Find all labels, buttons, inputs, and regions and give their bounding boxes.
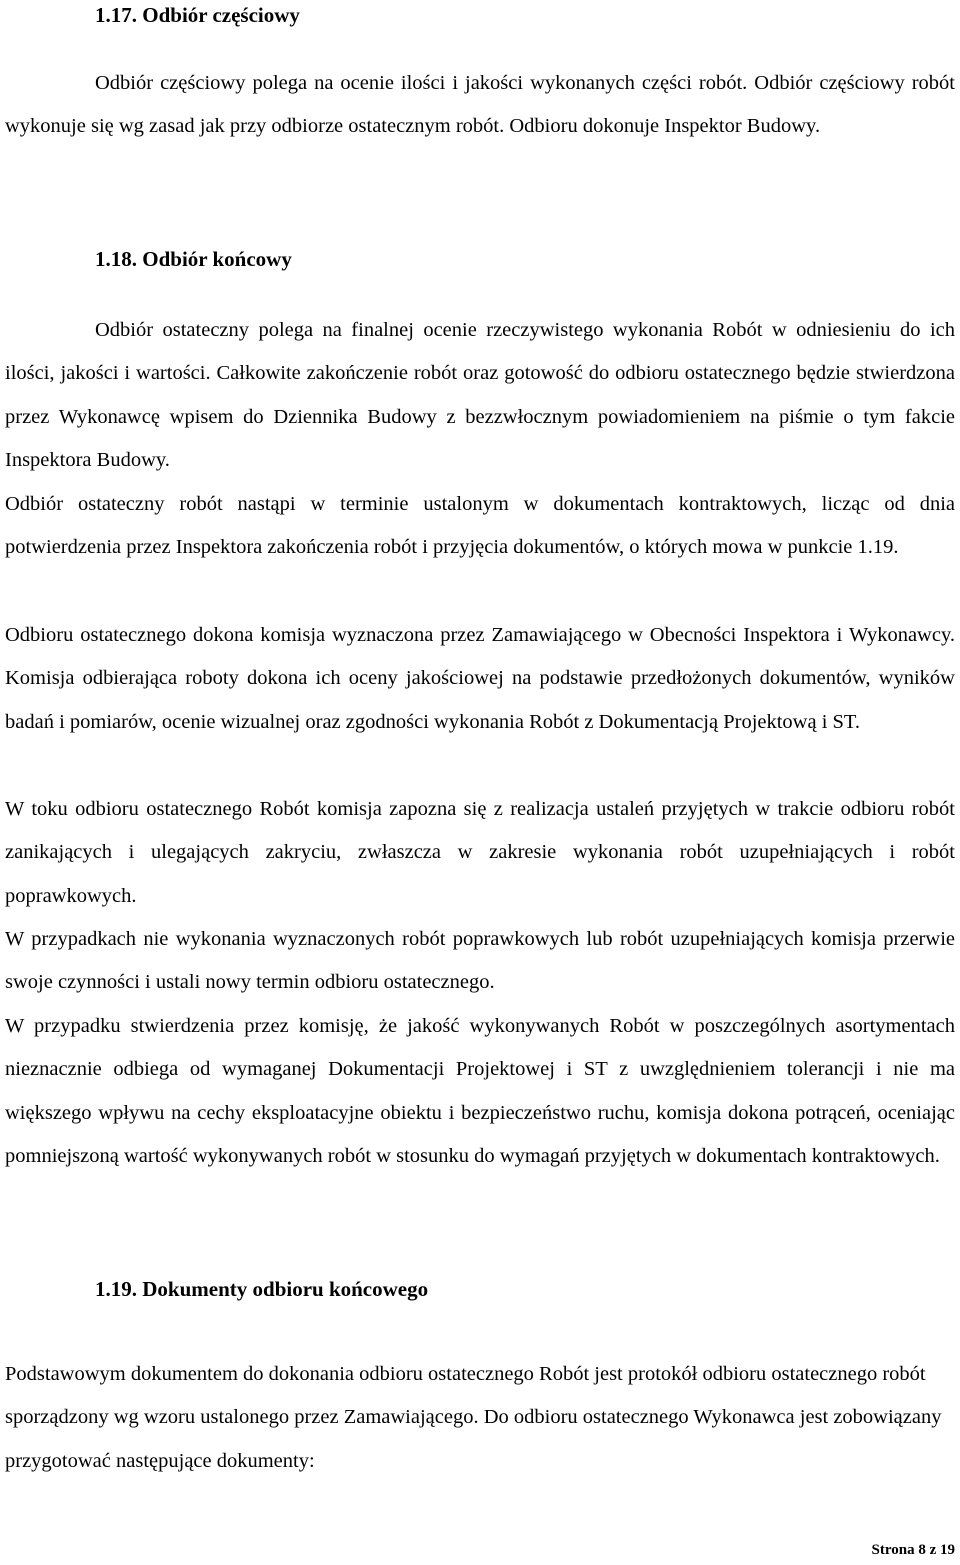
section-heading-1-17: 1.17. Odbiór częściowy (95, 3, 300, 27)
paragraph: W przypadku stwierdzenia przez komisję, że jakość wykonywanych Robót w poszczególnych asortymentach nieznacznie odbiega od wymaganej Dokumentacji Projektowej i ST z uwzględnieniem tolerancji i nie ma większego wpływu na cechy eksploatacyjne obiektu i bezpieczeństwo ruchu, komisja dokona potrąceń, oceniając pomniejszoną wartość wykonywanych robót w stosunku do wymagań przyjętych w dokumentach kontraktowych. (5, 1015, 955, 1168)
page-number: Strona 8 z 19 (871, 1542, 955, 1558)
paragraph: W toku odbioru ostatecznego Robót komisja zapozna się z realizacja ustaleń przyjętych w trakcie odbioru robót zanikających i ulegających zakryciu, zwłaszcza w zakresie wykonania robót uzupełniających i robót poprawkowych. (5, 798, 955, 907)
section-heading-1-19: 1.19. Dokumenty odbioru końcowego (95, 1277, 429, 1301)
paragraph: Odbiór częściowy polega na ocenie ilości i jakości wykonanych części robót. Odbiór częściowy robót wykonuje się wg zasad jak przy odbiorze ostatecznym robót. Odbioru dokonuje Inspektor Budowy. (5, 72, 955, 138)
paragraph: Odbiór ostateczny robót nastąpi w terminie ustalonym w dokumentach kontraktowych, licząc od dnia potwierdzenia przez Inspektora zakończenia robót i przyjęcia dokumentów, o których mowa w punkcie 1.19. (5, 493, 955, 559)
paragraph: Odbiór ostateczny polega na finalnej ocenie rzeczywistego wykonania Robót w odniesieniu do ich ilości, jakości i wartości. Całkowite zakończenie robót oraz gotowość do odbioru ostatecznego będzie stwierdzona przez Wykonawcę wpisem do Dziennika Budowy z bezzwłocznym powiadomieniem na piśmie o tym fakcie Inspektora Budowy. (5, 319, 955, 472)
paragraph: Podstawowym dokumentem do dokonania odbioru ostatecznego Robót jest protokół odbioru ostatecznego robót sporządzony wg wzoru ustalonego przez Zamawiającego. Do odbioru ostatecznego Wykonawca jest zobowiązany przygotować następujące dokumenty: (5, 1363, 942, 1472)
section-heading-1-18: 1.18. Odbiór końcowy (95, 247, 292, 271)
paragraph: W przypadkach nie wykonania wyznaczonych robót poprawkowych lub robót uzupełniających komisja przerwie swoje czynności i ustali nowy termin odbioru ostatecznego. (5, 928, 955, 994)
paragraph: Odbioru ostatecznego dokona komisja wyznaczona przez Zamawiającego w Obecności Inspektora i Wykonawcy. Komisja odbierająca roboty dokona ich oceny jakościowej na podstawie przedłożonych dokumentów, wyników badań i pomiarów, ocenie wizualnej oraz zgodności wykonania Robót z Dokumentacją Projektową i ST. (5, 624, 955, 733)
